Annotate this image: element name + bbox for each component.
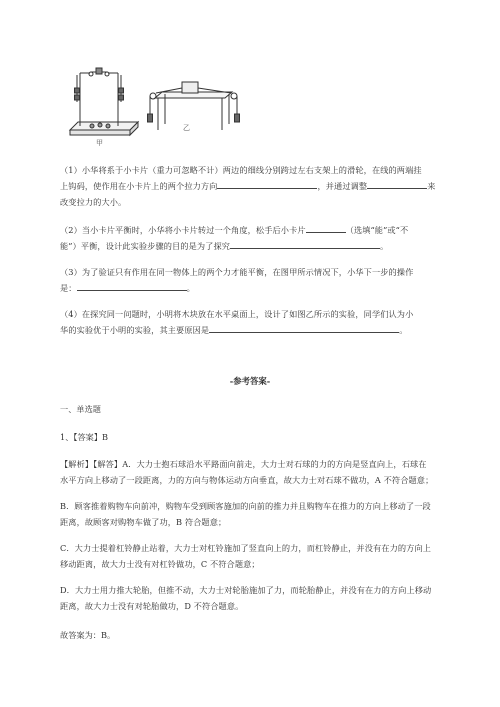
analysis-b-line2: 距离，故顾客对购物车做了功，B 符合题意； [60,517,227,527]
q2-blank-can[interactable] [306,222,346,233]
analysis-a-line1: 【解析】【解答】A．大力士抱石球沿水平路面向前走，大力士对石球的力的方向是竖直向上，石球在 [60,459,427,469]
q4-blank-reason[interactable] [209,322,399,333]
analysis-d [60,582,445,614]
q2-line1 [60,222,445,238]
analysis-d-line2: 距离，故大力士没有对轮胎做功，D 不符合题意。 [60,601,244,611]
analysis-c [60,540,445,572]
q3-line2 [60,280,445,296]
analysis-b-line1: B．顾客推着购物车向前冲，购物车受到顾客施加的向前的推力并且购物车在推力的方向上移动了一段 [60,501,431,511]
q1-blank-adjust[interactable] [367,178,427,189]
q4-line1: （4）在探究同一问题时，小明将木块放在水平桌面上，设计了如图乙所示的实验，同学们认为小 [60,309,414,319]
q2-line1-text-a: （2）当小卡片平衡时，小华将小卡片转过一个角度，松手后小卡片 [60,225,306,235]
q3-line2-text-a: 是： [60,283,77,293]
question-1 [60,162,445,210]
q4-line2 [60,322,445,338]
figure-label-jia: 甲 [96,139,103,147]
q1-line3: 改变拉力的大小。 [60,197,127,207]
analysis-a-line2: 水平方向上移动了一段距离，力的方向与物体运动方向垂直，故大力士对石球不做功，A 不符合题意； [60,475,434,485]
analysis-b [60,498,445,530]
figure-label-yi: 乙 [183,124,190,132]
experiment-figure [60,58,240,148]
q1-blank-direction[interactable] [217,178,317,189]
q1-line1: （1）小华将系于小卡片（重力可忽略不计）两边的细线分别跨过左右支架上的滑轮，在线的两端挂 [60,165,422,175]
final-answer: 故答案为：B。 [60,630,116,640]
question-4 [60,306,445,338]
section-heading: 一、单选题 [60,404,101,414]
q2-line2-text-a: 能”）平衡，设计此实验步骤的目的是为了探究 [60,241,231,251]
q3-blank-operation[interactable] [77,280,187,291]
q4-line2-text-b: 。 [399,325,408,335]
q2-blank-purpose[interactable] [230,238,380,249]
q2-line1-text-b: （选填“能”或“不 [345,225,409,235]
q4-line2-text-a: 华的实验优于小明的实验，其主要原因是 [60,325,210,335]
q1-line2 [60,178,445,194]
q2-line2 [60,238,445,254]
q1-line2-text-b: ，并通过调整 [317,181,368,191]
analysis-a [60,456,445,488]
answer-title: -参考答案- [229,376,271,386]
q1-line2-text-c: 来 [427,181,436,191]
q1-line2-text-a: 上钩码，使作用在小卡片上的两个拉力方向 [60,181,218,191]
apparatus-diagram [60,58,240,148]
analysis-d-line1: D．大力士用力推大轮胎，但推不动，大力士对轮胎施加了力，而轮胎静止，并没有在力的方向上移动 [60,585,432,595]
answer-line: 1、【答案】B [60,432,109,442]
q3-line2-text-b: 。 [186,283,195,293]
question-3 [60,264,445,296]
question-2 [60,222,445,254]
analysis-c-line1: C．大力士提着杠铃静止站着，大力士对杠铃施加了竖直向上的力，而杠铃静止，并没有在力的方向上 [60,543,432,553]
analysis-c-line2: 移动距离，故大力士没有对杠铃做功，C 不符合题意； [60,559,260,569]
q2-line2-text-b: 。 [380,241,389,251]
q3-line1: （3）为了验证只有作用在同一物体上的两个力才能平衡，在图甲所示情况下，小华下一步的操作 [60,267,414,277]
